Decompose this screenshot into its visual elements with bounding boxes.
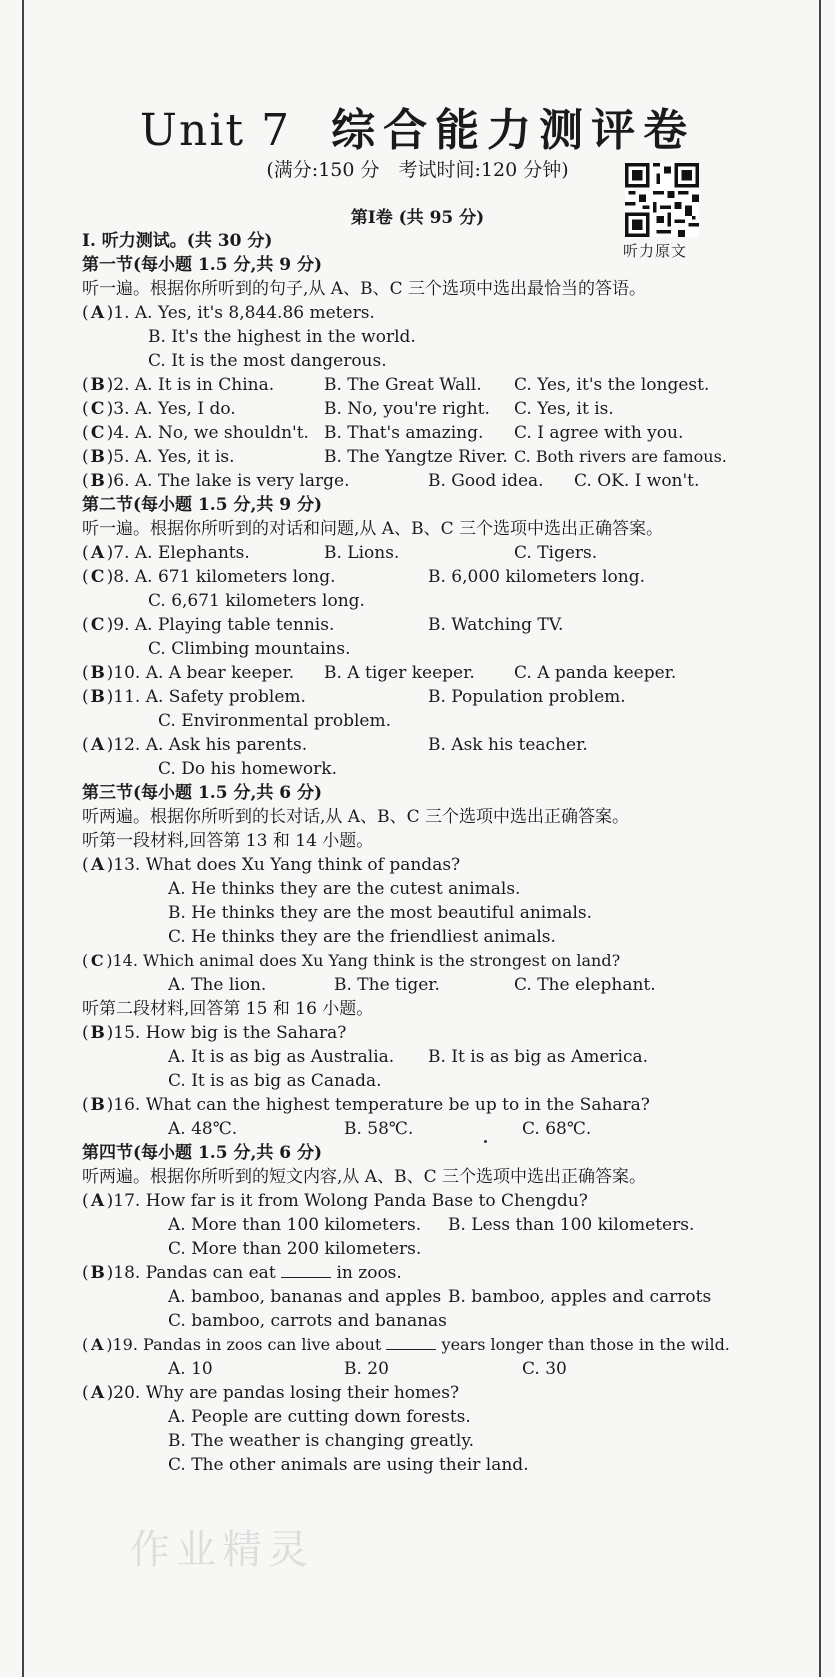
q16-option-a: A. 48℃. — [168, 1119, 238, 1139]
q17: ( A )17. How far is it from Wolong Panda Base to Chengdu? — [82, 1191, 588, 1211]
q12: ( A )12. A. Ask his parents. — [82, 735, 308, 755]
answer: B — [90, 447, 105, 467]
q11-option-c: C. Environmental problem. — [158, 711, 392, 731]
q6-option-b: B. Good idea. — [428, 471, 544, 491]
q1-option-b: B. It's the highest in the world. — [148, 327, 416, 347]
part-heading: 第Ⅰ卷 (共 95 分) — [350, 208, 485, 228]
answer: C — [90, 423, 105, 443]
s3-instruction: 听两遍。根据你所听到的长对话,从 A、B、C 三个选项中选出正确答案。 — [82, 807, 629, 827]
q7-option-b: B. Lions. — [324, 543, 400, 563]
answer-blank[interactable] — [281, 1261, 331, 1278]
q16-option-c: C. 68℃. — [522, 1119, 592, 1139]
q14-option-c: C. The elephant. — [514, 975, 656, 995]
s3-heading: 第三节(每小题 1.5 分,共 6 分) — [82, 783, 323, 803]
qr-label: 听力原文 — [623, 242, 688, 260]
q9-option-c: C. Climbing mountains. — [148, 639, 351, 659]
answer: A — [91, 303, 105, 323]
q19: ( A )19. Pandas in zoos can live about years longer than those in the wild. — [82, 1333, 730, 1357]
s1-heading: 第一节(每小题 1.5 分,共 9 分) — [82, 255, 323, 275]
answer: B — [90, 375, 105, 395]
answer: C — [90, 567, 105, 587]
q6: ( B )6. A. The lake is very large. — [82, 471, 350, 491]
q19-option-b: B. 20 — [344, 1359, 389, 1379]
q14-option-b: B. The tiger. — [334, 975, 440, 995]
q2-option-c: C. Yes, it's the longest. — [514, 375, 710, 395]
answer: B — [90, 1095, 105, 1115]
q5-option-b: B. The Yangtze River. — [324, 447, 508, 467]
q10-option-b: B. A tiger keeper. — [324, 663, 475, 683]
q14: ( C )14. Which animal does Xu Yang think is the strongest on land? — [82, 949, 620, 973]
q6-option-c: C. OK. I won't. — [574, 471, 700, 491]
q18-option-b: B. bamboo, apples and carrots — [448, 1287, 712, 1307]
q17-option-b: B. Less than 100 kilometers. — [448, 1215, 695, 1235]
watermark: 作业精灵 — [130, 1527, 314, 1573]
right-border — [819, 0, 821, 1677]
q15-option-a: A. It is as big as Australia. — [168, 1047, 395, 1067]
q8: ( C )8. A. 671 kilometers long. — [82, 567, 336, 587]
q11: ( B )11. A. Safety problem. — [82, 687, 306, 707]
s4-heading: 第四节(每小题 1.5 分,共 6 分) — [82, 1143, 323, 1163]
q20-option-c: C. The other animals are using their land. — [168, 1455, 529, 1475]
qr-code-icon[interactable] — [625, 163, 699, 237]
s1-instruction: 听一遍。根据你所听到的句子,从 A、B、C 三个选项中选出最恰当的答语。 — [82, 279, 646, 299]
answer: A — [91, 1383, 105, 1403]
q9: ( C )9. A. Playing table tennis. — [82, 615, 335, 635]
q12-option-c: C. Do his homework. — [158, 759, 337, 779]
q2-option-b: B. The Great Wall. — [324, 375, 482, 395]
q12-option-b: B. Ask his teacher. — [428, 735, 588, 755]
q8-option-b: B. 6,000 kilometers long. — [428, 567, 646, 587]
q15: ( B )15. How big is the Sahara? — [82, 1023, 347, 1043]
q5: ( B )5. A. Yes, it is. — [82, 447, 235, 467]
q19-option-a: A. 10 — [168, 1359, 213, 1379]
q4-option-b: B. That's amazing. — [324, 423, 484, 443]
left-border — [22, 0, 24, 1677]
q1: ( A )1. A. Yes, it's 8,844.86 meters. — [82, 303, 375, 323]
s2-heading: 第二节(每小题 1.5 分,共 9 分) — [82, 495, 323, 515]
q13-option-c: C. He thinks they are the friendliest animals. — [168, 927, 556, 947]
answer: A — [91, 1335, 104, 1354]
exam-subtitle: (满分:150 分 考试时间:120 分钟) — [266, 159, 569, 181]
q1-option-c: C. It is the most dangerous. — [148, 351, 387, 371]
q4-option-c: C. I agree with you. — [514, 423, 684, 443]
q14-option-a: A. The lion. — [168, 975, 267, 995]
q5-option-c: C. Both rivers are famous. — [514, 447, 727, 466]
answer: A — [91, 543, 105, 563]
s2-instruction: 听一遍。根据你所听到的对话和问题,从 A、B、C 三个选项中选出正确答案。 — [82, 519, 663, 539]
answer: A — [91, 855, 105, 875]
answer-blank[interactable] — [386, 1333, 436, 1350]
s3-material-1: 听第一段材料,回答第 13 和 14 小题。 — [82, 831, 374, 851]
q16-option-b: B. 58℃. — [344, 1119, 414, 1139]
q13-option-b: B. He thinks they are the most beautiful animals. — [168, 903, 593, 923]
answer: B — [90, 663, 105, 683]
answer: A — [91, 735, 105, 755]
answer: C — [90, 615, 105, 635]
answer: A — [91, 1191, 105, 1211]
q13: ( A )13. What does Xu Yang think of pandas? — [82, 855, 461, 875]
q20-option-b: B. The weather is changing greatly. — [168, 1431, 475, 1451]
q20: ( A )20. Why are pandas losing their homes? — [82, 1383, 460, 1403]
q19-option-c: C. 30 — [522, 1359, 567, 1379]
answer: B — [90, 1023, 105, 1043]
s3-material-2: 听第二段材料,回答第 15 和 16 小题。 — [82, 999, 374, 1019]
q3-option-b: B. No, you're right. — [324, 399, 490, 419]
q10: ( B )10. A. A bear keeper. — [82, 663, 295, 683]
q3: ( C )3. A. Yes, I do. — [82, 399, 236, 419]
q20-option-a: A. People are cutting down forests. — [168, 1407, 471, 1427]
q15-option-c: C. It is as big as Canada. — [168, 1071, 382, 1091]
q18-option-a: A. bamboo, bananas and apples — [168, 1287, 442, 1307]
answer: C — [90, 399, 105, 419]
answer: B — [90, 1263, 105, 1283]
q11-option-b: B. Population problem. — [428, 687, 626, 707]
q16: ( B )16. What can the highest temperature be up to in the Sahara? — [82, 1095, 650, 1115]
title-unit: Unit 7 — [139, 105, 292, 156]
q18: ( B )18. Pandas can eat in zoos. — [82, 1263, 402, 1283]
q9-option-b: B. Watching TV. — [428, 615, 564, 635]
q2: ( B )2. A. It is in China. — [82, 375, 275, 395]
title-chinese: 综合能力测评卷 — [331, 105, 696, 156]
stray-dot — [484, 1140, 487, 1143]
q3-option-c: C. Yes, it is. — [514, 399, 614, 419]
q10-option-c: C. A panda keeper. — [514, 663, 677, 683]
q4: ( C )4. A. No, we shouldn't. — [82, 423, 309, 443]
q8-option-c: C. 6,671 kilometers long. — [148, 591, 365, 611]
q15-option-b: B. It is as big as America. — [428, 1047, 649, 1067]
q18-option-c: C. bamboo, carrots and bananas — [168, 1311, 447, 1331]
answer: B — [90, 471, 105, 491]
section-heading: Ⅰ. 听力测试。(共 30 分) — [82, 231, 273, 251]
q7-option-c: C. Tigers. — [514, 543, 598, 563]
q17-option-a: A. More than 100 kilometers. — [168, 1215, 422, 1235]
q17-option-c: C. More than 200 kilometers. — [168, 1239, 422, 1259]
q7: ( A )7. A. Elephants. — [82, 543, 250, 563]
page-title — [0, 94, 835, 158]
answer: B — [90, 687, 105, 707]
q13-option-a: A. He thinks they are the cutest animals. — [168, 879, 521, 899]
s4-instruction: 听两遍。根据你所听到的短文内容,从 A、B、C 三个选项中选出正确答案。 — [82, 1167, 646, 1187]
answer: C — [90, 951, 104, 970]
